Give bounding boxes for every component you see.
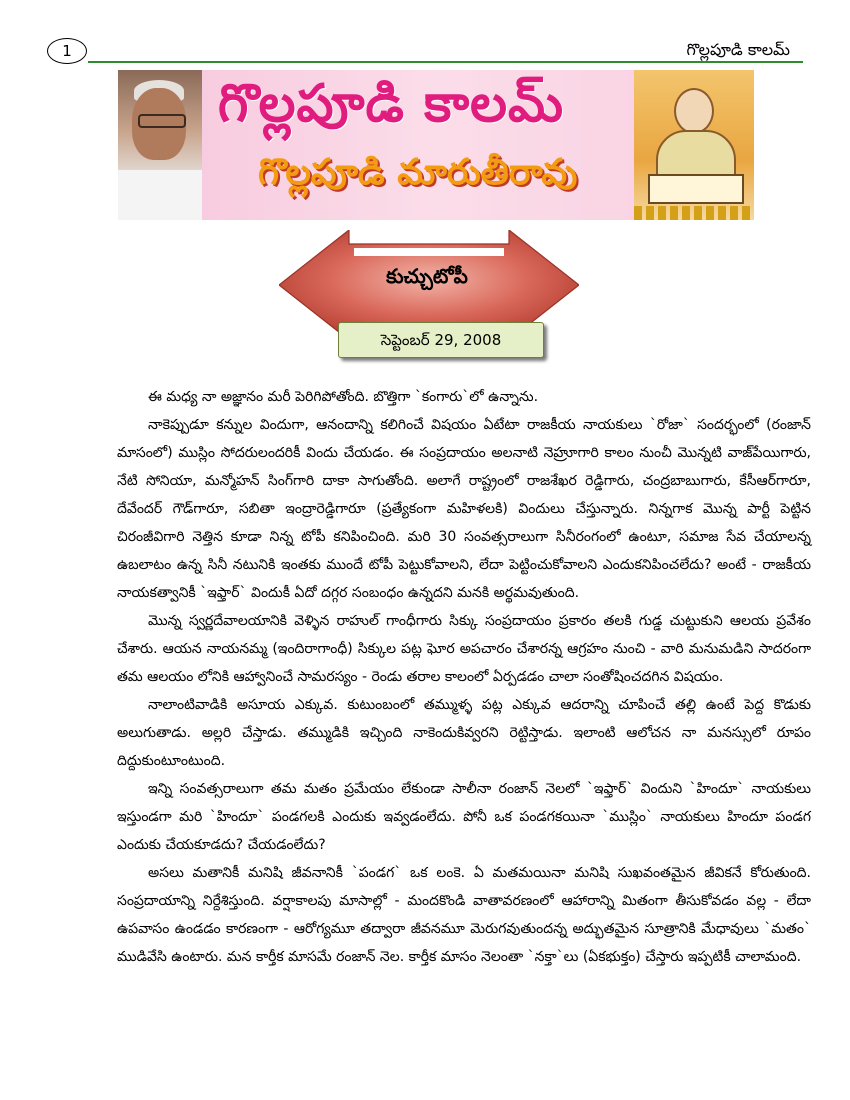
header-title: గొల్లపూడి కాలమ్ [686,40,790,59]
topic-title: కుచ్చుటోపీ [386,264,468,288]
column-banner [118,70,754,220]
header-rule [88,61,803,63]
article-body [117,383,811,971]
paragraph: ఇన్ని సంవత్సరాలుగా తమ మతం ప్రమేయం లేకుండా సాలీనా రంజాన్ నెలలో `ఇఫ్తార్` విందుని `హిందూ` నాయకులు ఇస్తుండగా మరి `హిందూ` పండగలకి ఎందుకు ఇవ్వడంలేదు. పోనీ ఒక పండగకయినా `ముస్లిం` నాయకులు హిందూ పండగ ఎందుకు చేయకూడదు? చేయడంలేదు? [117,781,811,853]
banner-title: గొల్లపూడి కాలమ్ [218,74,565,134]
paragraph: నాలాంటివాడికి అసూయ ఎక్కువ. కుటుంబంలో తమ్ముళ్ళ పట్ల ఎక్కువ ఆదరాన్ని చూపించే తల్లి ఉంటే పెద్ద కొడుకు అలుగుతాడు. అల్లరి చేస్తాడు. తమ్ముడికి ఇచ్చింది నాకెందుకివ్వరని రెట్టిస్తాడు. ఇలాంటి ఆలోచన నా మనస్సులో రూపం దిద్దుకుంటూంటుంది. [117,697,811,769]
paragraph: ఈ మధ్య నా అజ్ఞానం మరీ పెరిగిపోతోంది. బొత్తిగా `కంగారు`లో ఉన్నాను. [148,389,539,405]
page-number: 1 [47,38,87,64]
author-photo [118,70,202,220]
paragraph: మొన్న స్వర్ణదేవాలయానికి వెళ్ళిన రాహుల్ గాంధీగారు సిక్కు సంప్రదాయం ప్రకారం తలకి గుడ్డ చుట్టుకుని ఆలయ ప్రవేశం చేశారు. ఆయన నాయనమ్మ (ఇందిరాగాంధీ) సిక్కుల పట్ల ఘోర అపచారం చేశారన్న ఆగ్రహం నుంచి - వారి మనుమడిని సాదరంగా తమ ఆలయం లోనికి ఆహ్వానించే సామరస్యం - రెండు తరాల కాలంలో ఏర్పడడం చాలా సంతోషించదగిన విషయం. [117,613,811,685]
date-box: సెప్టెంబర్ 29, 2008 [338,322,544,358]
paragraph: అసలు మతానికీ మనిషి జీవనానికీ `పండగ` ఒక లంకె. ఏ మతమయినా మనిషి సుఖవంతమైన జీవికనే కోరుతుంది. సంప్రదాయాన్ని నిర్దేశిస్తుంది. వర్షాకాలపు మాసాల్లో - మందకొండి వాతావరణంలో ఆహారాన్ని మితంగా తీసుకోవడం వల్ల - లేదా ఉపవాసం ఉండడం కారణంగా - ఆరోగ్యమూ తద్వారా జీవనమూ మెరుగవుతుందన్న అద్భుతమైన సూత్రానికి మేధావులు `మతం` ముడివేసి ఉంటారు. మన కార్తీక మాసమే రంజాన్ నెల. కార్తీక మాసం నెలంతా `నక్తా`లు (ఏకభుక్తం) చేస్తారు ఇప్పటికీ చాలామంది. [117,865,811,965]
paragraph: నాకెప్పుడూ కన్నుల విందుగా, ఆనందాన్ని కలిగించే విషయం ఏటేటా రాజకీయ నాయకులు `రోజా` సందర్భంలో (రంజాన్ మాసంలో) ముస్లిం సోదరులందరికీ విందు చేయడం. ఈ సంప్రదాయం అలనాటి నెహ్రూగారి కాలం నుంచీ మొన్నటి వాజ్‌పేయిగారు, నేటి సోనియా, మన్మోహన్ సింగ్‌గారి దాకా సాగుతోంది. అలాగే రాష్ట్రంలో రాజశేఖర రెడ్డిగారు, చంద్రబాబుగారు, కేసీఆర్‌గారూ, దేవేందర్ గౌడ్‌గారూ, సబితా ఇంద్రారెడ్డిగారూ (ప్రత్యేకంగా మహిళలకి) విందులు చేస్తున్నారు. నిన్నగాక మొన్న పార్టీ పెట్టిన చిరంజీవిగారి నెత్తిన కూడా నిన్న టోపీ కనిపించింది. మరి 30 సంవత్సరాలుగా సినీరంగంలో ఉంటూ, సమాజ సేవ చేయాలన్న ఉబలాటం ఉన్న సినీ నటునికి ఇంతకు ముందే టోపీ పెట్టుకోవాలని, లేదా పెట్టించుకోవాలని ఎందుకనిపించలేదు? అంటే - రాజకీయ నాయకత్వానికీ `ఇఫ్తార్` విందుకీ ఏదో దగ్గర సంబంధం ఉన్నదని మనకి అర్థమవుతుంది. [117,417,811,601]
banner-author: గొల్లపూడి మారుతీరావు [258,152,578,193]
sage-illustration [634,70,754,220]
